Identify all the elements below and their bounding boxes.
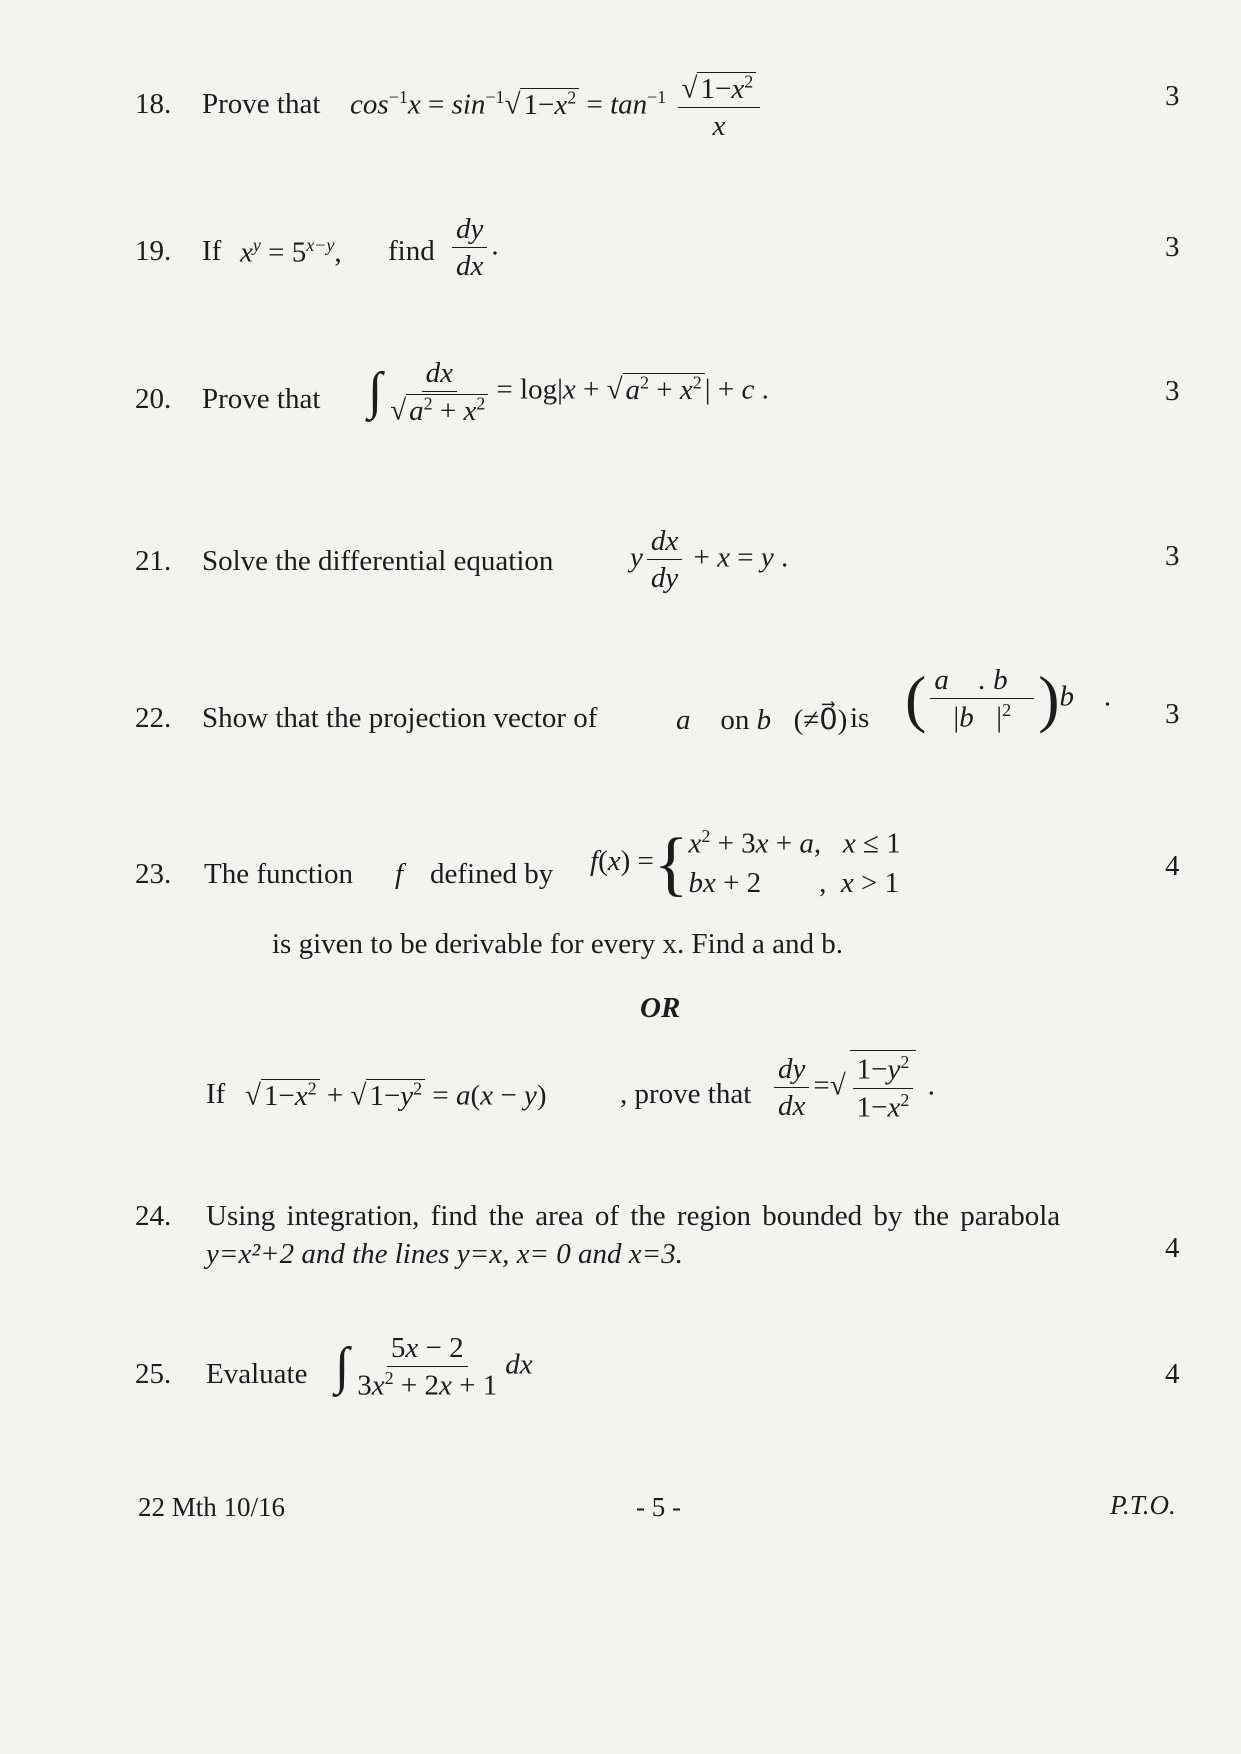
equation: y $\frac{dx}{dy}$ + x = y .: [630, 525, 789, 595]
page-number: - 5 -: [636, 1492, 681, 1522]
question-line-2: is given to be derivable for every x. Find a and b.: [272, 928, 843, 960]
equation: $\cos^{-1}x = \sin^{-1}√$ $1-x^2 = \tan^{-1}$ $\frac{√ 1-x^2}{x}$: [350, 70, 764, 144]
question-number: 18.: [135, 88, 172, 120]
paper-code: 22 Mth 10/16: [138, 1492, 286, 1522]
question-line-1: Using integration, find the area of the region bounded by the parabola: [206, 1200, 1061, 1232]
question-text: Prove that: [202, 383, 321, 415]
question-line-2: y=x²+2 and the lines y=x, x= 0 and x=3.: [206, 1238, 683, 1270]
pto-label: P.T.O.: [1110, 1490, 1176, 1520]
derivative: $\frac{dy}{dx}$ .: [448, 211, 499, 285]
or-equation: √ $1-x^2$ + √ $1-y^2 = a(x - y)$: [245, 1078, 547, 1112]
question-text: The function: [204, 858, 353, 890]
equation: ∫ $\frac{dx}{√ a^2 + x^2}$ = log|x + √ $a^2 + x^2$ | + c .: [368, 357, 769, 427]
question-text: Prove that: [202, 88, 321, 120]
or-if-text: If: [206, 1078, 226, 1110]
projection-formula: ( $\frac{a⃗ . b⃗}{|b⃗|^2}$ )b⃗ .: [905, 663, 1112, 735]
marks: 3: [1165, 375, 1180, 407]
is-text: is: [850, 702, 870, 734]
question-number: 24.: [135, 1200, 172, 1232]
equation: $x^y = 5^{x-y}$,: [240, 235, 342, 269]
defined-text: defined by: [430, 858, 554, 890]
or-label: OR: [640, 992, 681, 1024]
or-prove-text: , prove that: [620, 1078, 752, 1110]
question-number: 19.: [135, 235, 172, 267]
marks: 3: [1165, 80, 1180, 112]
question-number: 25.: [135, 1358, 172, 1390]
marks: 4: [1165, 850, 1180, 882]
question-text: Show that the projection vector of: [202, 702, 598, 734]
marks: 4: [1165, 1358, 1180, 1390]
integral: ∫ $\frac{5x - 2}{3x^2 + 2x + 1}$ dx: [335, 1332, 533, 1402]
vector-condition: a⃗ on b⃗(≠0⃗): [676, 704, 848, 736]
question-number: 20.: [135, 383, 172, 415]
question-text: Solve the differential equation: [202, 545, 554, 577]
piecewise-function: f(x) ={ $x^2 + 3x + a$, x ≤ 1 bx + 2 , x > 1: [590, 823, 901, 904]
marks: 3: [1165, 231, 1180, 263]
or-result: $\frac{dy}{dx}$ =√ $\frac{1-y^2}{1-x^2}$ .: [770, 1050, 935, 1126]
function-symbol: f: [395, 858, 404, 890]
question-text: Evaluate: [206, 1358, 308, 1390]
find-text: find: [388, 235, 435, 267]
marks: 3: [1165, 698, 1180, 730]
question-number: 23.: [135, 858, 172, 890]
marks: 4: [1165, 1232, 1180, 1264]
question-number: 22.: [135, 702, 172, 734]
marks: 3: [1165, 540, 1180, 572]
question-number: 21.: [135, 545, 172, 577]
question-text: If: [202, 235, 222, 267]
